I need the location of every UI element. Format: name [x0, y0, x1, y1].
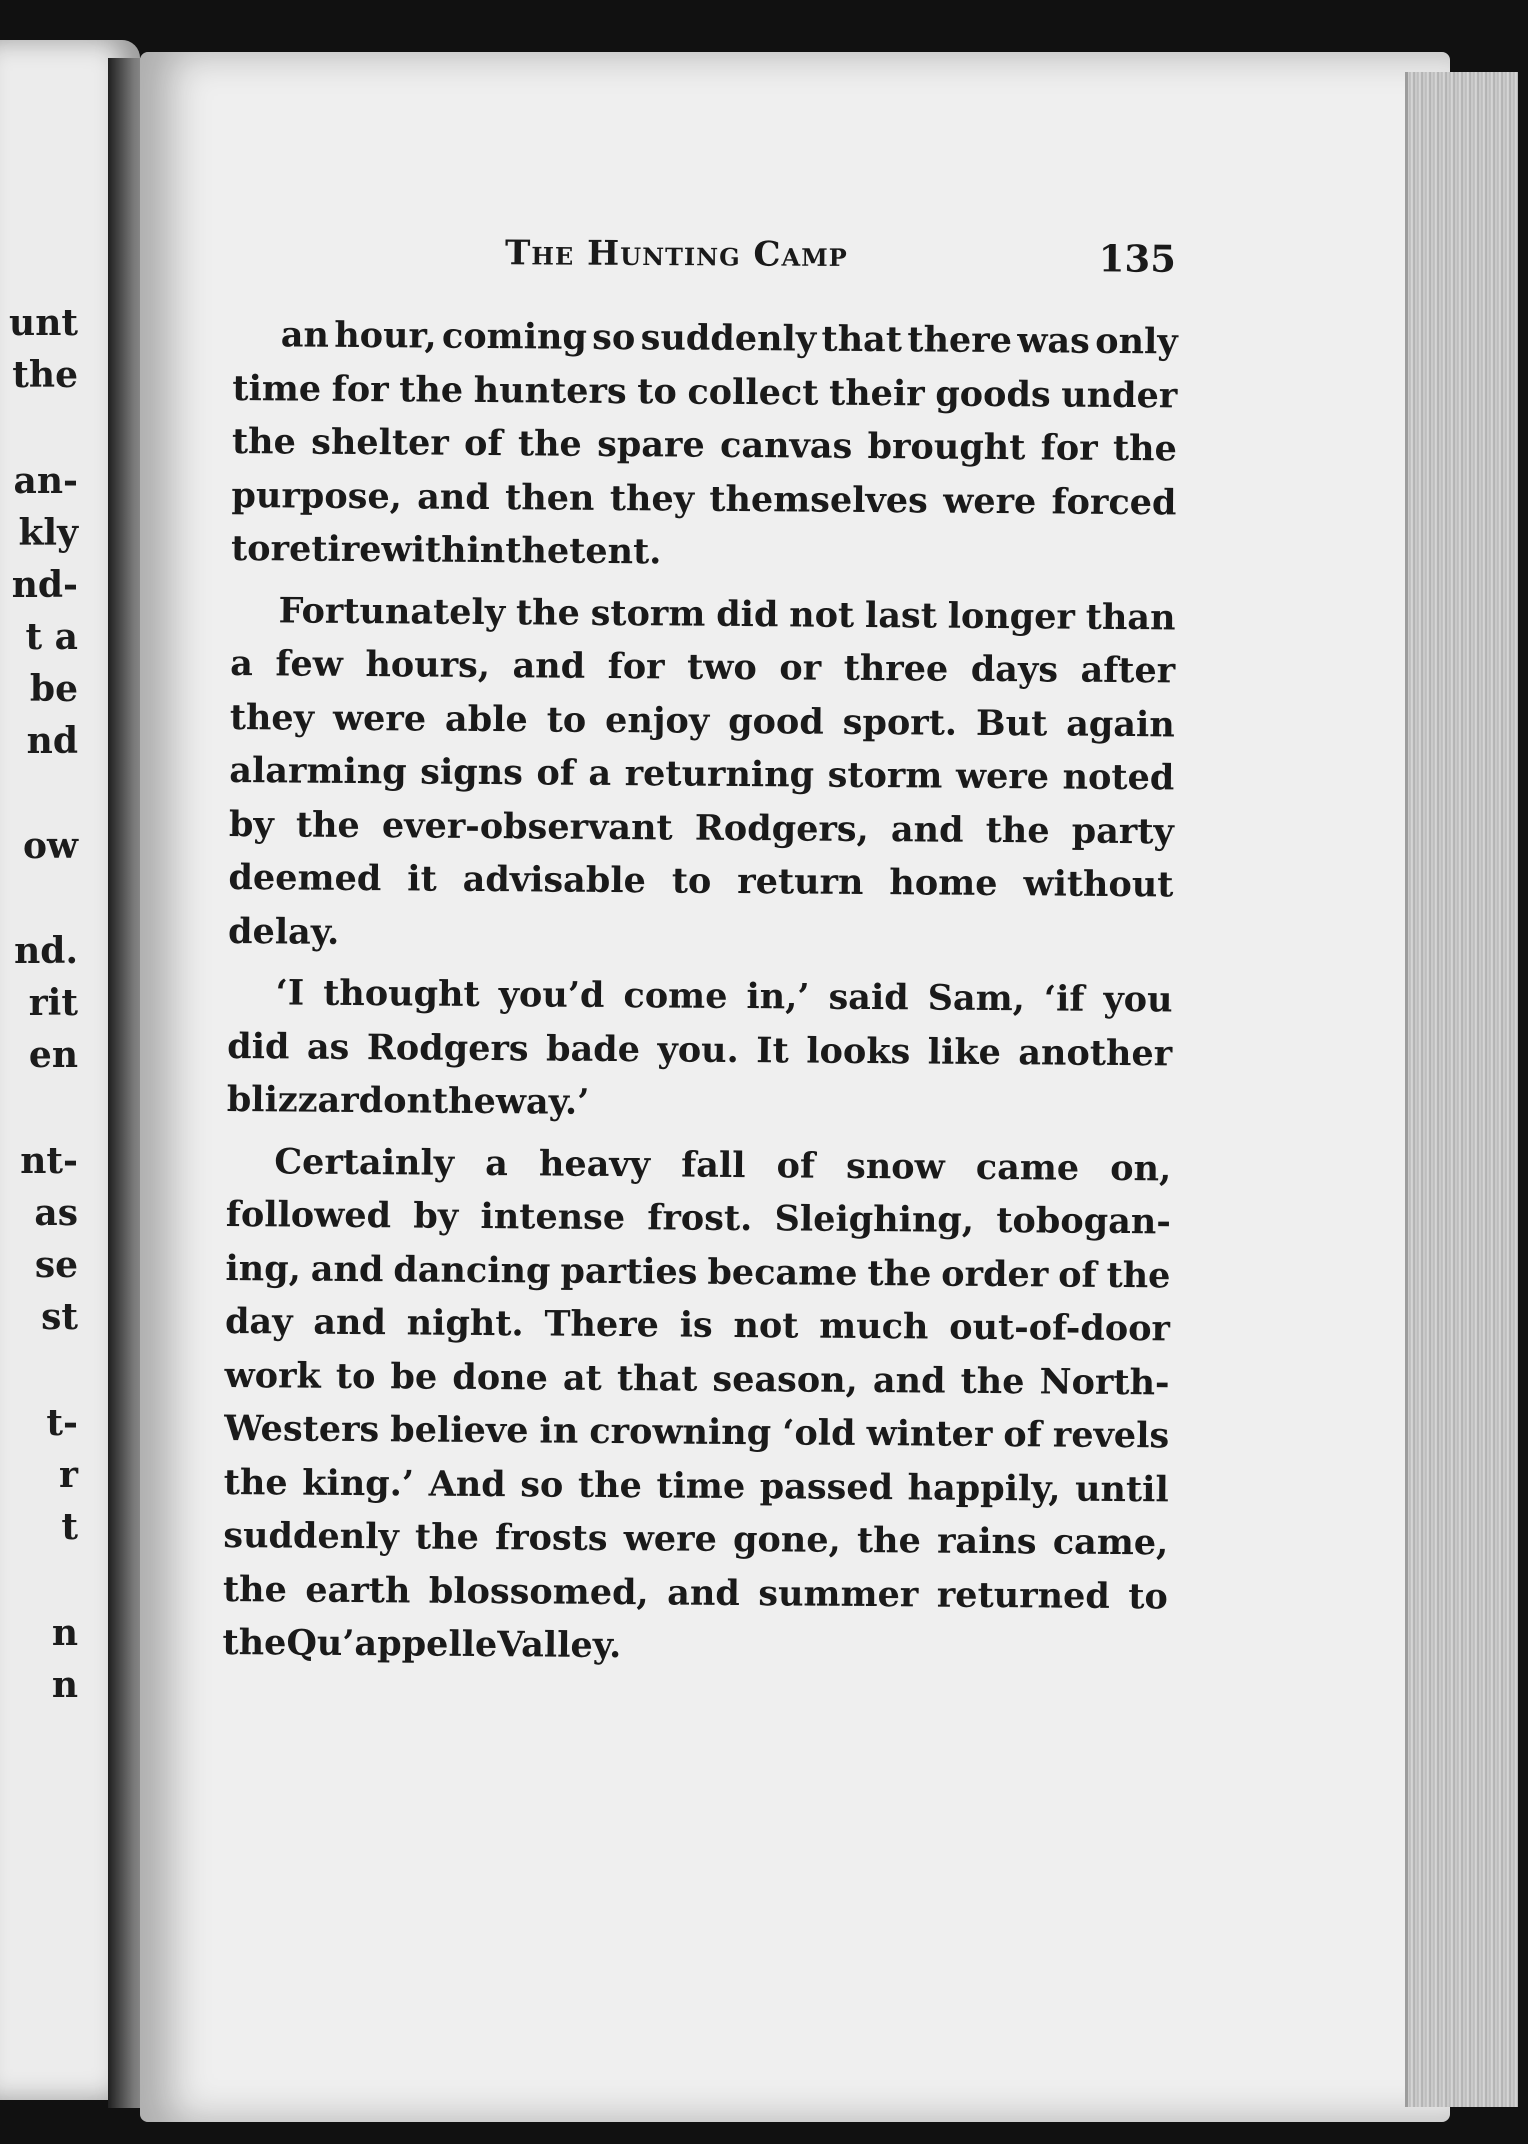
left-fragment: nd — [26, 720, 78, 762]
left-fragment: ow — [22, 825, 78, 867]
left-fragment: n — [51, 1664, 78, 1706]
left-fragment: st — [41, 1296, 78, 1338]
left-fragment: n — [51, 1612, 78, 1654]
text-line: ‘I thought you’d come in,’ said Sam, ‘if you — [275, 972, 1173, 1021]
text-line: alarming signs of a returning storm were noted — [229, 749, 1175, 799]
page-number: 135 — [1098, 236, 1177, 281]
text-line: a few hours, and for two or three days after — [230, 642, 1176, 692]
text-line: followed by intense frost. Sleighing, tobogan- — [225, 1193, 1171, 1243]
text-line: did as Rodgers bade you. It looks like another — [227, 1025, 1173, 1074]
left-fragment: r — [59, 1454, 78, 1496]
left-fragment: be — [29, 668, 78, 710]
text-line: suddenly the frosts were gone, the rains came, — [223, 1514, 1169, 1564]
left-fragment: nt- — [20, 1140, 78, 1182]
text-line: the shelter of the spare canvas brought for the — [231, 420, 1178, 470]
left-fragment: the — [12, 354, 78, 396]
left-fragment: t — [61, 1506, 78, 1548]
text-line: they were able to enjoy good sport. But again — [229, 696, 1175, 745]
text-line: Fortunately the storm did not last longer than — [278, 589, 1176, 638]
left-fragment: nd. — [14, 930, 78, 972]
text-line: Certainly a heavy fall of snow came on, — [274, 1140, 1172, 1189]
left-fragment: se — [34, 1244, 78, 1286]
text-line: ing, and dancing parties became the order of the — [225, 1247, 1171, 1296]
text-line: the Qu’appelle Valley. — [222, 1621, 622, 1667]
page-header — [505, 223, 1180, 287]
text-line: day and night. There is not much out-of-door — [224, 1300, 1171, 1350]
paragraph — [227, 966, 1173, 1134]
left-fragment: as — [34, 1192, 78, 1234]
text-line: work to be done at that season, and the North- — [224, 1354, 1170, 1403]
paragraph — [228, 583, 1176, 965]
left-fragment: t a — [25, 616, 78, 658]
left-fragment: unt — [9, 302, 78, 344]
left-fragment: en — [28, 1034, 78, 1076]
paragraph — [222, 1134, 1171, 1676]
text-line: to retire within the tent. — [230, 527, 662, 573]
text-line: blizzard on the way.’ — [226, 1078, 590, 1123]
left-fragment: an- — [13, 460, 78, 502]
body-text — [222, 308, 1178, 1677]
text-line: the earth blossomed, and summer returned to — [222, 1568, 1168, 1617]
left-fragment: rit — [28, 982, 78, 1024]
text-line: delay. — [227, 910, 340, 953]
text-line: the king.’ And so the time passed happily, until — [223, 1461, 1169, 1510]
text-line: by the ever-observant Rodgers, and the party — [228, 803, 1175, 852]
text-line: time for the hunters to collect their goods under — [232, 367, 1178, 416]
page-edges — [1405, 72, 1518, 2107]
text-line: an hour, coming so suddenly that there was only — [280, 314, 1178, 363]
left-fragment: kly — [18, 512, 78, 554]
text-line: purpose, and then they themselves were forced — [231, 474, 1177, 523]
running-head: The Hunting Camp — [504, 233, 848, 276]
left-fragment: t- — [46, 1402, 78, 1444]
text-line: Westers believe in crowning ‘old winter of revels — [224, 1407, 1170, 1457]
text-line: deemed it advisable to return home without — [228, 856, 1174, 906]
left-fragment: nd- — [11, 564, 78, 606]
paragraph — [231, 308, 1178, 583]
